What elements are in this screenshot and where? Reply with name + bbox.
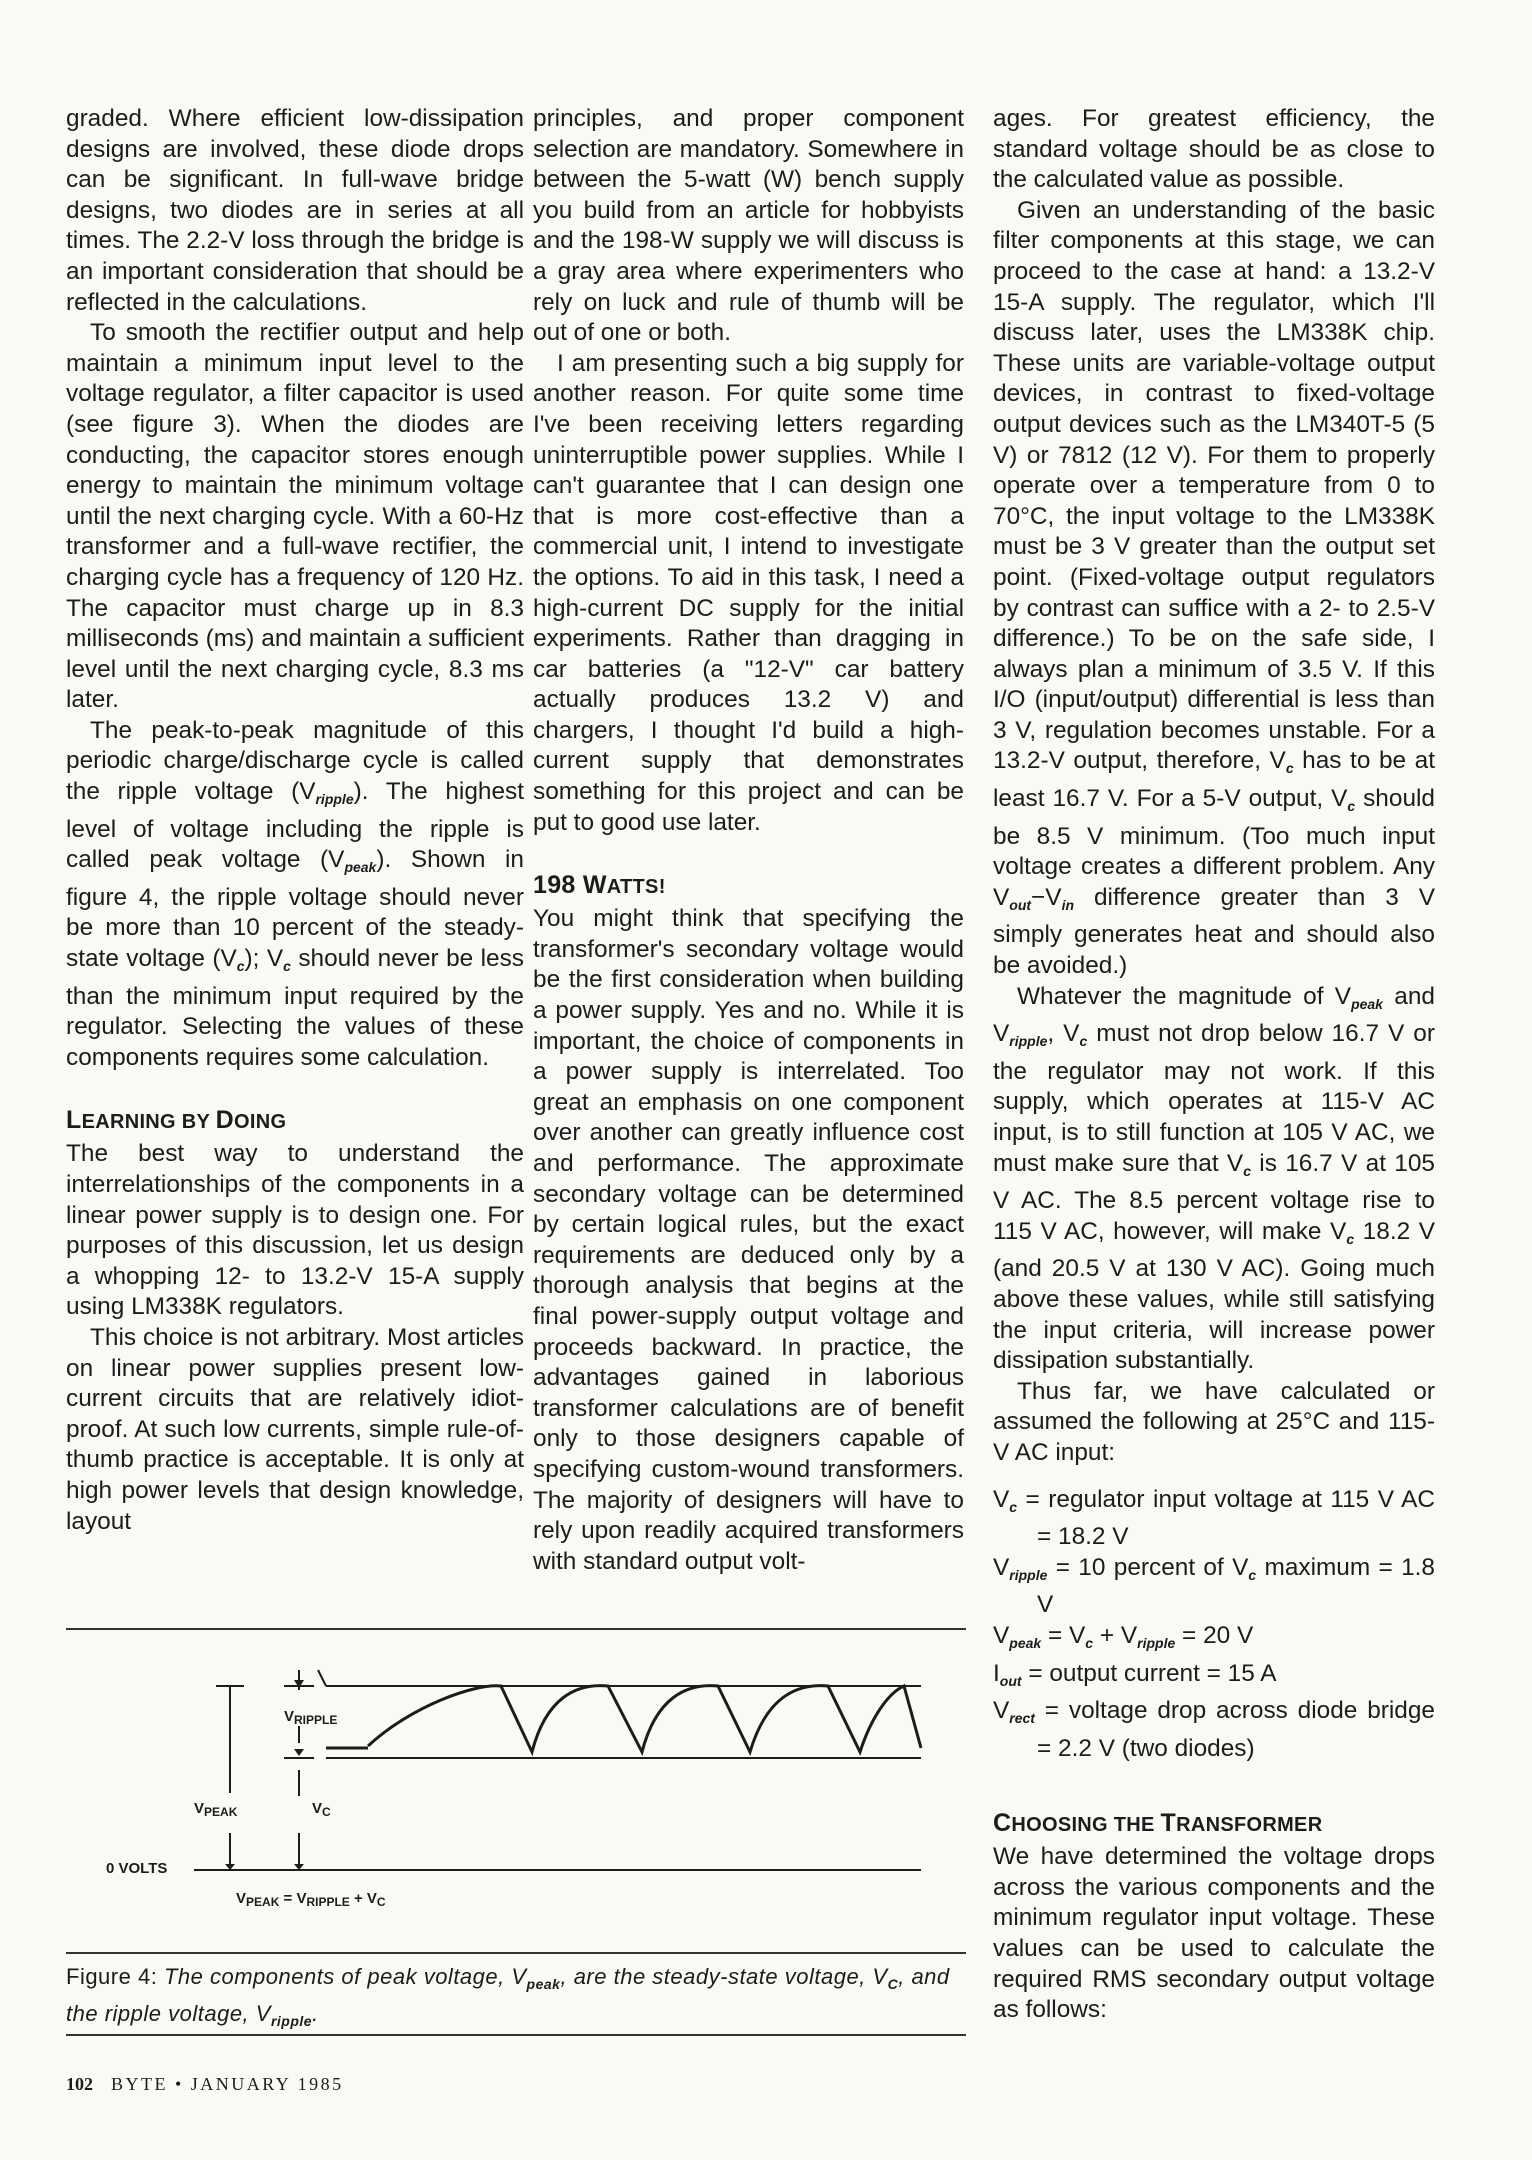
figure-4 (66, 1628, 966, 1958)
column-3 (993, 104, 1435, 2026)
paragraph: To smooth the rectifier output and help maintain a minimum input level to the voltage regulator, a filter capacitor is used (see figure 3). When the diodes are conducting, the capacitor stores enough energy to maintain the minimum voltage until the next charging cycle. With a 60-Hz transformer and a full-wave rectifier, the charging cycle has a frequency of 120 Hz. The capacitor must charge up in 8.3 milliseconds (ms) and maintain a sufficient level until the next charging cycle, 8.3 ms later. (66, 319, 524, 714)
paragraph: Given an understanding of the basic filter components at this stage, we can proceed to the case at hand: a 13.2-V 15-A supply. The regulator, which I'll discuss later, uses the LM338K chip. These units are variable-voltage output devices, in contrast to fixed-voltage output devices such as the LM340T-5 (5 V) or 7812 (12 V). For them to properly operate over a temperature from 0 to 70°C, the input voltage to the LM338K must be 3 V greater than the output set point. (Fixed-voltage output regulators by contrast can suffice with a 2- to 2.5-V difference.) To be on the safe side, I always plan a minimum of 3.5 V. If this I/O (input/output) differential is less than 3 V, regulation becomes unstable. For a 13.2-V output, therefore, $V_c$ has to be at least 16.7 V. For a 5-V output, $V_c$ should be 8.5 V minimum. (Too much input voltage creates a different problem. Any $V_{out}-V_{in}$ difference greater than 3 V simply generates heat and should also be avoided.) (993, 196, 1435, 980)
label-vc: $V_C$ (312, 1800, 331, 1819)
paragraph: The peak-to-peak magnitude of this periodic charge/discharge cycle is called the ripple voltage $(V_{ripple})$. The highest level of voltage including the ripple is called peak voltage $(V_{peak})$. Shown in figure 4, the ripple voltage should never be more than 10 percent of the steady-state voltage $(V_c)$; $V_c$ should never be less than the minimum input required by the regulator. Selecting the values of these components requires some calculation. (66, 716, 524, 1071)
paragraph: This choice is not arbitrary. Most articles on linear power supplies present low-current circuits that are relatively idiot-proof. At such low currents, simple rule-of-thumb practice is acceptable. It is only at high power levels that design knowledge, layout (66, 1323, 524, 1535)
section-heading-choosing-the-transformer: CHOOSING THE TRANSFORMER (993, 1809, 1323, 1838)
label-vripple: $V_{RIPPLE}$ (284, 1708, 338, 1727)
ripple-voltage-diagram (66, 1628, 966, 1958)
paragraph: I am presenting such a big supply for another reason. For quite some time I've been receiving letters regarding uninterruptible power supplies. While I can't guarantee that I can design one that is more cost-effective than a commercial unit, I intend to investigate the options. To aid in this task, I need a high-current DC supply for the initial experiments. Rather than dragging in car batteries (a "12-V" car battery actually produces 13.2 V) and chargers, I thought I'd build a high-current supply that demonstrates something for this project and can be put to good use later. (533, 349, 964, 836)
section-heading-198-watts: 198 WATTS! (533, 871, 666, 900)
paragraph: graded. Where efficient low-dissipation designs are involved, these diode drops can be significant. In full-wave bridge designs, two diodes are in series at all times. The 2.2-V loss through the bridge is an important consideration that should be reflected in the calculations. (66, 105, 524, 316)
page-footer (66, 2074, 344, 2095)
definition-vpeak: $V_{peak} = V_c + V_{ripple} = 20$ V (993, 1621, 1254, 1651)
paragraph: Whatever the magnitude of $V_{peak}$ and $V_{ripple}$, $V_c$ must not drop below 16.7 V or the regulator may not work. If this supply, which operates at 115-V AC input, is to still function at 105 V AC, we must make sure that $V_c$ is 16.7 V at 105 V AC. The 8.5 percent voltage rise to 115 V AC, however, will make $V_c$ 18.2 V (and 20.5 V at 130 V AC). Going much above these values, while still satisfying the input criteria, will increase power dissipation substantially. (993, 982, 1435, 1375)
column-2 (533, 104, 964, 1577)
ripple-waveform (368, 1686, 921, 1752)
paragraph: principles, and proper component selection are mandatory. Somewhere in between the 5-watt (W) bench supply you build from an article for hobbyists and the 198-W supply we will discuss is a gray area where experimenters who rely on luck and rule of thumb will be out of one or both. (533, 105, 964, 347)
paragraph: You might think that specifying the transformer's secondary voltage would be the first consideration when building a power supply. Yes and no. While it is important, the choice of components in a power supply is interrelated. Too great an emphasis on one component over another can greatly influence cost and performance. The approximate secondary voltage can be determined by certain logical rules, but the exact requirements are deduced only by a thorough analysis that begins at the final power-supply output voltage and proceeds backward. In practice, the advantages gained in laborious transformer calculations are of benefit only to those designers capable of specifying custom-wound transformers. The majority of designers will have to rely upon readily acquired transformers with standard output volt- (533, 905, 964, 1575)
column-1 (66, 104, 524, 1537)
caption-bottom-rule (66, 2034, 966, 2036)
figure-caption: Figure 4: The components of peak voltage, $V_{peak}$, are the steady-state voltage, $V_C$, and the ripple voltage, $V_{ripple}$. (66, 1964, 950, 2029)
paragraph: ages. For greatest efficiency, the standard voltage should be as close to the calculated value as possible. (993, 105, 1435, 194)
page-number: 102 (66, 2074, 93, 2094)
definition-vrect: $V_{rect}$ = voltage drop across diode bridge = 2.2 V (two diodes) (993, 1697, 1435, 1762)
paragraph: Thus far, we have calculated or assumed the following at 25°C and 115-V AC input: (993, 1377, 1435, 1466)
definition-vc: $V_c$ = regulator input voltage at 115 V AC = 18.2 V (993, 1485, 1435, 1551)
figure-bottom-rule (66, 1952, 966, 1954)
paragraph: The best way to understand the interrelationships of the components in a linear power supply is to design one. For purposes of this discussion, let us design a whopping 12- to 13.2-V 15-A supply using LM338K regulators. (66, 1140, 524, 1321)
definition-vripple: $V_{ripple} = 10$ percent of $V_c$ maximum = 1.8 V (993, 1553, 1435, 1619)
definition-iout: $I_{out}$ = output current = 15 A (993, 1659, 1277, 1689)
publication-line: BYTE • JANUARY 1985 (111, 2074, 344, 2094)
label-vpeak: $V_{PEAK}$ (194, 1800, 238, 1819)
label-vpeak-equation: $V_{PEAK} = V_{RIPPLE} + V_C$ (236, 1890, 386, 1909)
paragraph: We have determined the voltage drops across the various components and the minimum regulator input voltage. These values can be used to calculate the required RMS secondary output voltage as follows: (993, 1843, 1435, 2024)
definitions-list (993, 1485, 1435, 1765)
section-heading-learning-by-doing: LEARNING BY DOING (66, 1106, 287, 1135)
label-zero-volts: 0 VOLTS (106, 1860, 168, 1877)
